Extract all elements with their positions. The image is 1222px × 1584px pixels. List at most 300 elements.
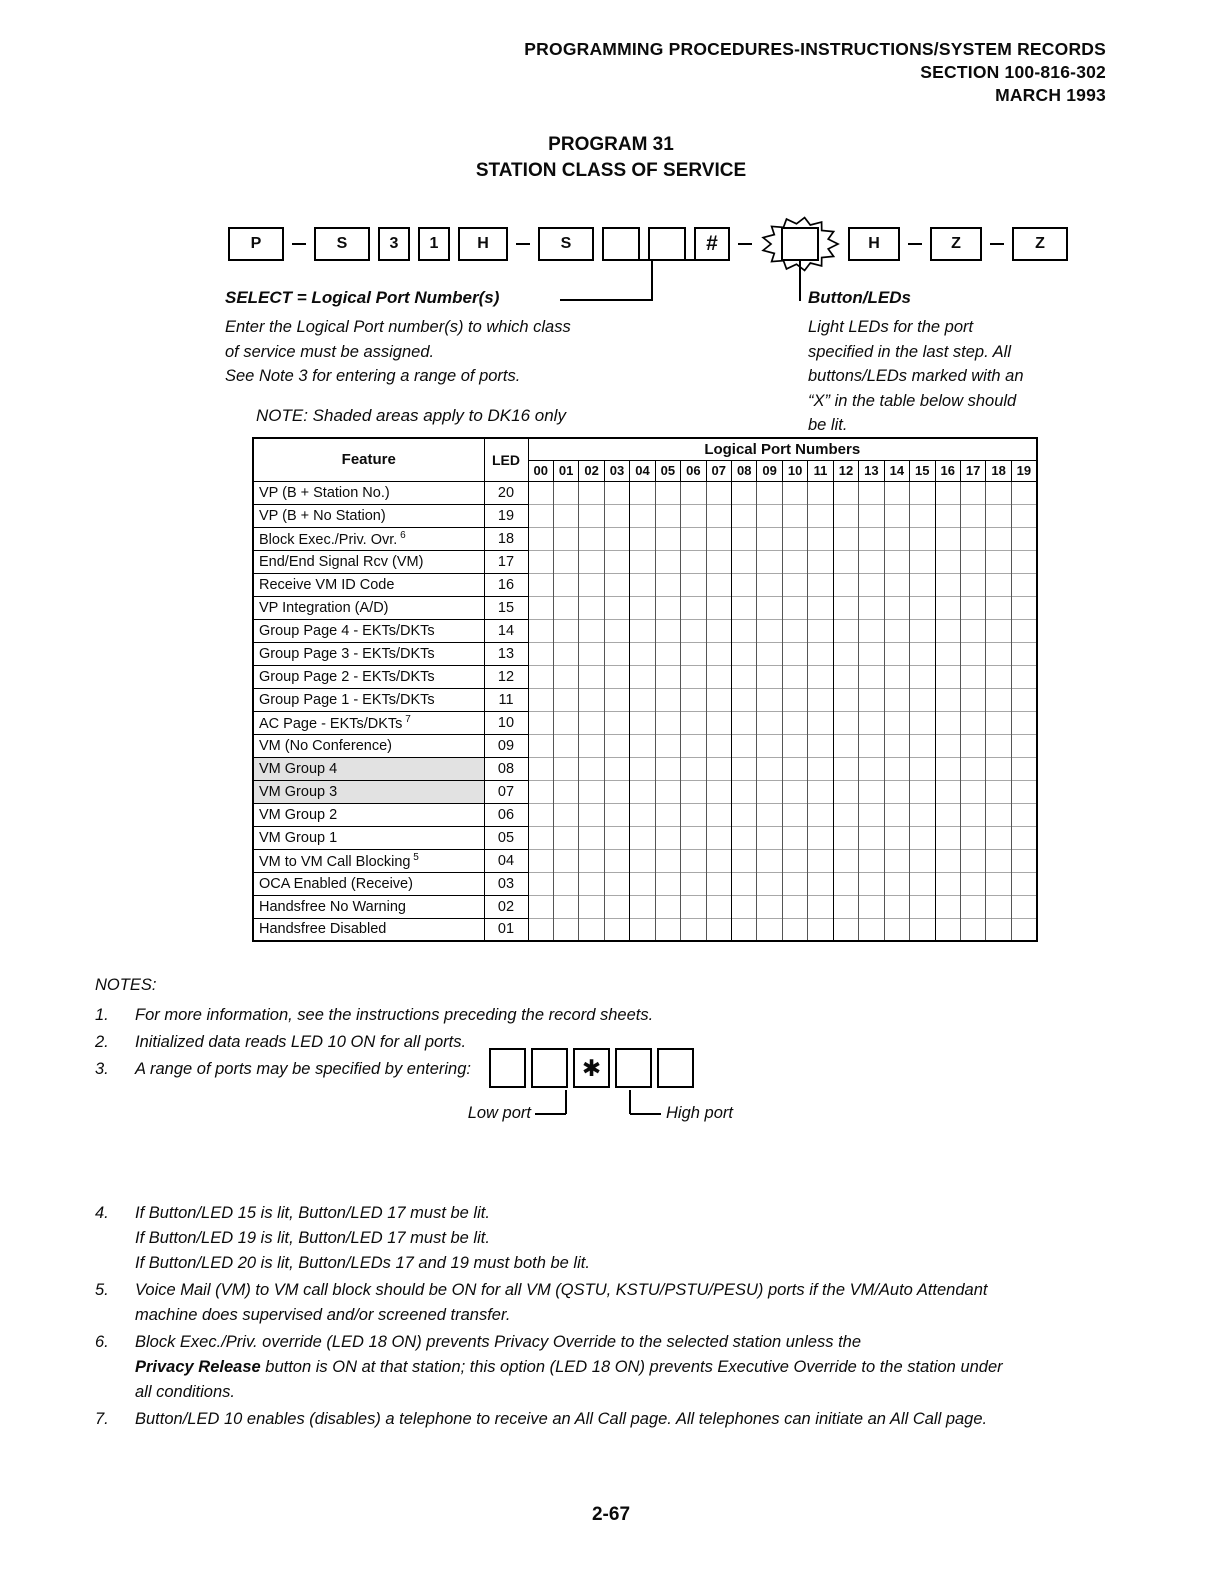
- port-entry-cell: [782, 504, 807, 527]
- port-entry-cell: [553, 849, 578, 872]
- led-number: 04: [484, 849, 528, 872]
- port-entry-cell: [910, 596, 935, 619]
- key-box-s: S: [538, 227, 594, 261]
- port-entry-cell: [757, 872, 782, 895]
- feature-name: End/End Signal Rcv (VM): [253, 550, 484, 573]
- port-entry-cell: [553, 665, 578, 688]
- note-number: 5.: [95, 1281, 109, 1299]
- port-entry-cell: [935, 803, 960, 826]
- port-entry-cell: [681, 481, 706, 504]
- port-entry-cell: [833, 711, 858, 734]
- port-entry-cell: [935, 711, 960, 734]
- port-entry-cell: [579, 872, 604, 895]
- port-entry-cell: [681, 504, 706, 527]
- port-entry-cell: [732, 596, 757, 619]
- port-entry-cell: [655, 619, 680, 642]
- port-entry-cell: [732, 849, 757, 872]
- port-entry-cell: [884, 711, 909, 734]
- port-entry-cell: [986, 780, 1011, 803]
- port-entry-cell: [986, 918, 1011, 941]
- port-entry-cell: [960, 481, 985, 504]
- port-entry-cell: [732, 711, 757, 734]
- port-entry-cell: [833, 895, 858, 918]
- port-entry-cell: [604, 481, 629, 504]
- port-entry-cell: [935, 849, 960, 872]
- low-port-label: Low port: [467, 1104, 531, 1122]
- port-entry-cell: [757, 711, 782, 734]
- port-entry-cell: [935, 757, 960, 780]
- port-entry-cell: [757, 803, 782, 826]
- port-entry-cell: [1011, 872, 1037, 895]
- port-entry-cell: [706, 872, 731, 895]
- port-entry-cell: [859, 573, 884, 596]
- note-text: Initialized data reads LED 10 ON for all ports.: [135, 1033, 467, 1051]
- port-entry-cell: [732, 918, 757, 941]
- port-entry-cell: [833, 619, 858, 642]
- port-column-header: 08: [732, 460, 757, 481]
- port-entry-cell: [833, 504, 858, 527]
- port-entry-cell: [859, 849, 884, 872]
- select-callout-title: SELECT = Logical Port Number(s): [225, 288, 500, 307]
- port-entry-cell: [986, 895, 1011, 918]
- port-entry-cell: [782, 918, 807, 941]
- low-port-connector-vertical: [565, 1090, 567, 1114]
- port-entry-cell: [630, 573, 655, 596]
- port-entry-cell: [579, 688, 604, 711]
- port-entry-cell: [1011, 481, 1037, 504]
- port-entry-cell: [553, 688, 578, 711]
- port-entry-cell: [782, 665, 807, 688]
- port-entry-cell: [579, 757, 604, 780]
- port-entry-cell: [1011, 780, 1037, 803]
- port-entry-cell: [859, 504, 884, 527]
- port-entry-cell: [782, 688, 807, 711]
- port-entry-cell: [986, 757, 1011, 780]
- note-text: For more information, see the instructions preceding the record sheets.: [135, 1006, 654, 1024]
- note-item: [95, 1003, 1143, 1028]
- port-entry-cell: [808, 895, 833, 918]
- port-entry-cell: [681, 803, 706, 826]
- port-entry-cell: [935, 619, 960, 642]
- dash-separator: [292, 243, 306, 245]
- feature-row: [253, 711, 1037, 734]
- port-entry-cell: [528, 596, 553, 619]
- port-entry-cell: [910, 780, 935, 803]
- port-column-header: 07: [706, 460, 731, 481]
- feature-name: VM Group 4: [253, 757, 484, 780]
- low-port-box-1: [489, 1048, 526, 1088]
- port-entry-cell: [604, 642, 629, 665]
- port-entry-cell: [884, 849, 909, 872]
- port-entry-cell: [732, 665, 757, 688]
- port-entry-cell: [681, 665, 706, 688]
- port-entry-cell: [528, 550, 553, 573]
- port-entry-cell: [960, 550, 985, 573]
- notes-heading: NOTES:: [95, 976, 157, 994]
- port-entry-cell: [935, 550, 960, 573]
- port-entry-cell: [859, 596, 884, 619]
- note-text: Block Exec./Priv. override (LED 18 ON) prevents Privacy Override to the selected station unless the Privacy Release button is ON at that station; this option (LED 18 ON) prevents Executive Override to the station under all conditions.: [135, 1333, 1003, 1401]
- port-entry-cell: [935, 481, 960, 504]
- port-entry-cell: [859, 665, 884, 688]
- page-number: 2-67: [591, 1504, 631, 1525]
- port-entry-cell: [859, 757, 884, 780]
- port-entry-cell: [553, 642, 578, 665]
- port-entry-cell: [681, 711, 706, 734]
- port-entry-cell: [706, 550, 731, 573]
- header-line-3: MARCH 1993: [995, 85, 1106, 105]
- port-entry-cell: [732, 573, 757, 596]
- feature-name: VM Group 1: [253, 826, 484, 849]
- port-entry-cell: [604, 895, 629, 918]
- port-entry-cell: [986, 872, 1011, 895]
- port-entry-cell: [553, 596, 578, 619]
- high-port-box-1: [615, 1048, 652, 1088]
- port-entry-cell: [1011, 734, 1037, 757]
- port-entry-cell: [528, 711, 553, 734]
- port-entry-cell: [706, 596, 731, 619]
- port-range-diagram: [467, 1048, 733, 1142]
- port-entry-cell: [884, 550, 909, 573]
- low-port-box-2: [531, 1048, 568, 1088]
- feature-row: [253, 849, 1037, 872]
- port-entry-cell: [630, 596, 655, 619]
- port-entry-cell: [579, 665, 604, 688]
- led-number: 11: [484, 688, 528, 711]
- port-entry-cell: [528, 665, 553, 688]
- note-item: [95, 1054, 1143, 1199]
- button-leds-line: buttons/LEDs marked with an: [808, 367, 1024, 385]
- port-entry-cell: [782, 619, 807, 642]
- high-port-label: High port: [666, 1104, 733, 1122]
- port-entry-cell: [884, 734, 909, 757]
- port-entry-cell: [960, 619, 985, 642]
- port-entry-cell: [833, 780, 858, 803]
- port-entry-cell: [604, 504, 629, 527]
- port-entry-cell: [833, 665, 858, 688]
- port-entry-cell: [655, 573, 680, 596]
- port-entry-cell: [884, 757, 909, 780]
- port-entry-cell: [655, 803, 680, 826]
- port-column-header: 14: [884, 460, 909, 481]
- port-entry-cell: [681, 780, 706, 803]
- port-entry-cell: [859, 642, 884, 665]
- port-entry-cell: [528, 826, 553, 849]
- port-entry-cell: [630, 688, 655, 711]
- port-entry-cell: [910, 504, 935, 527]
- led-number: 09: [484, 734, 528, 757]
- port-entry-cell: [681, 619, 706, 642]
- port-entry-cell: [808, 642, 833, 665]
- port-entry-cell: [528, 527, 553, 550]
- port-entry-cell: [655, 642, 680, 665]
- port-entry-cell: [1011, 642, 1037, 665]
- port-entry-cell: [884, 619, 909, 642]
- port-entry-cell: [833, 849, 858, 872]
- port-entry-cell: [528, 504, 553, 527]
- feature-name: Group Page 4 - EKTs/DKTs: [253, 619, 484, 642]
- port-entry-cell: [833, 872, 858, 895]
- feature-name: VM Group 2: [253, 803, 484, 826]
- port-entry-cell: [910, 573, 935, 596]
- port-entry-cell: [859, 734, 884, 757]
- led-number: 10: [484, 711, 528, 734]
- port-entry-cell: [935, 596, 960, 619]
- port-entry-cell: [884, 573, 909, 596]
- port-entry-cell: [1011, 550, 1037, 573]
- port-column-header: 10: [782, 460, 807, 481]
- port-entry-cell: [1011, 504, 1037, 527]
- port-entry-cell: [681, 918, 706, 941]
- port-entry-cell: [630, 665, 655, 688]
- port-entry-cell: [579, 527, 604, 550]
- port-entry-cell: [681, 550, 706, 573]
- port-entry-cell: [732, 895, 757, 918]
- feature-name: AC Page - EKTs/DKTs $^7$: [253, 711, 484, 734]
- key-box-p: P: [228, 227, 284, 261]
- port-entry-cell: [910, 527, 935, 550]
- range-boxes-row: [489, 1048, 709, 1088]
- note-item: [95, 1201, 1143, 1276]
- port-column-header: 11: [808, 460, 833, 481]
- port-entry-cell: [833, 734, 858, 757]
- high-port-connector-horizontal: [630, 1113, 661, 1115]
- port-entry-cell: [833, 803, 858, 826]
- port-entry-cell: [757, 619, 782, 642]
- port-column-header: 13: [859, 460, 884, 481]
- port-column-header: 05: [655, 460, 680, 481]
- port-entry-cell: [910, 711, 935, 734]
- feature-row: [253, 619, 1037, 642]
- port-entry-cell: [782, 527, 807, 550]
- key-box-z: Z: [930, 227, 982, 261]
- port-entry-cell: [579, 918, 604, 941]
- port-entry-cell: [986, 688, 1011, 711]
- port-entry-cell: [1011, 826, 1037, 849]
- port-entry-cell: [960, 665, 985, 688]
- port-entry-cell: [910, 826, 935, 849]
- port-entry-cell: [579, 734, 604, 757]
- port-entry-cell: [579, 780, 604, 803]
- port-entry-cell: [630, 527, 655, 550]
- port-entry-cell: [706, 619, 731, 642]
- star-key-box: ✱: [573, 1048, 610, 1088]
- port-entry-cell: [757, 527, 782, 550]
- port-entry-cell: [986, 826, 1011, 849]
- port-entry-cell: [757, 481, 782, 504]
- port-entry-cell: [528, 803, 553, 826]
- port-entry-cell: [833, 688, 858, 711]
- port-entry-cell: [986, 711, 1011, 734]
- port-entry-cell: [960, 757, 985, 780]
- port-entry-cell: [859, 895, 884, 918]
- port-entry-cell: [553, 780, 578, 803]
- port-entry-cell: [528, 573, 553, 596]
- port-entry-cell: [986, 619, 1011, 642]
- port-entry-cell: [960, 780, 985, 803]
- feature-row: [253, 780, 1037, 803]
- port-entry-cell: [859, 826, 884, 849]
- port-entry-cell: [884, 527, 909, 550]
- port-entry-cell: [655, 711, 680, 734]
- port-entry-cell: [553, 895, 578, 918]
- port-entry-cell: [706, 481, 731, 504]
- button-leds-line: be lit.: [808, 416, 848, 434]
- select-callout-line: See Note 3 for entering a range of ports.: [225, 367, 521, 385]
- port-entry-cell: [553, 481, 578, 504]
- feature-row: [253, 481, 1037, 504]
- button-leds-callout: [808, 288, 1088, 438]
- port-entry-cell: [986, 642, 1011, 665]
- port-entry-cell: [960, 688, 985, 711]
- port-entry-cell: [859, 688, 884, 711]
- port-entry-cell: [630, 872, 655, 895]
- port-entry-cell: [706, 711, 731, 734]
- note-number: 1.: [95, 1006, 109, 1024]
- note-text: Voice Mail (VM) to VM call block should be ON for all VM (QSTU, KSTU/PSTU/PESU) ports if the VM/Auto Attendant machine does supervised and/or screened transfer.: [135, 1281, 988, 1324]
- select-callout-line: of service must be assigned.: [225, 342, 435, 361]
- port-entry-cell: [859, 619, 884, 642]
- port-entry-cell: [808, 527, 833, 550]
- feature-name: Group Page 2 - EKTs/DKTs: [253, 665, 484, 688]
- port-entry-cell: [579, 596, 604, 619]
- port-entry-cell: [910, 734, 935, 757]
- port-entry-cell: [732, 757, 757, 780]
- led-number: 08: [484, 757, 528, 780]
- port-entry-cell: [757, 757, 782, 780]
- port-entry-cell: [604, 596, 629, 619]
- port-entry-cell: [757, 642, 782, 665]
- feature-row: [253, 596, 1037, 619]
- dash-separator: [516, 243, 530, 245]
- port-entry-cell: [935, 642, 960, 665]
- port-entry-cell: [604, 780, 629, 803]
- led-number: 15: [484, 596, 528, 619]
- port-entry-cell: [681, 757, 706, 780]
- port-entry-cell: [782, 803, 807, 826]
- port-entry-cell: [1011, 573, 1037, 596]
- port-entry-cell: [808, 665, 833, 688]
- key-box-1: 1: [418, 227, 450, 261]
- port-entry-cell: [579, 619, 604, 642]
- port-entry-cell: [884, 688, 909, 711]
- note-number: 4.: [95, 1204, 109, 1222]
- port-entry-cell: [833, 596, 858, 619]
- key-box-h: H: [848, 227, 900, 261]
- port-entry-cell: [910, 619, 935, 642]
- port-entry-cell: [553, 504, 578, 527]
- port-entry-cell: [986, 573, 1011, 596]
- port-entry-cell: [884, 596, 909, 619]
- port-entry-cell: [681, 527, 706, 550]
- shaded-areas-note: NOTE: Shaded areas apply to DK16 only: [256, 406, 566, 425]
- port-entry-cell: [833, 527, 858, 550]
- port-entry-cell: [604, 665, 629, 688]
- port-entry-cell: [910, 550, 935, 573]
- port-entry-cell: [960, 803, 985, 826]
- port-entry-cell: [604, 803, 629, 826]
- port-entry-cell: [681, 849, 706, 872]
- port-entry-cell: [604, 711, 629, 734]
- port-entry-cell: [553, 619, 578, 642]
- port-entry-cell: [1011, 619, 1037, 642]
- note-number: 7.: [95, 1410, 109, 1428]
- port-entry-cell: [630, 849, 655, 872]
- port-entry-cell: [604, 826, 629, 849]
- port-entry-cell: [782, 826, 807, 849]
- port-entry-cell: [782, 895, 807, 918]
- port-entry-cell: [553, 711, 578, 734]
- note-text: Button/LED 10 enables (disables) a telephone to receive an All Call page. All telephones can initiate an All Call page.: [135, 1410, 988, 1428]
- port-entry-cell: [732, 734, 757, 757]
- port-entry-cell: [910, 688, 935, 711]
- port-entry-cell: [655, 757, 680, 780]
- port-entry-cell: [757, 504, 782, 527]
- led-number: 02: [484, 895, 528, 918]
- port-column-header: 16: [935, 460, 960, 481]
- led-number: 19: [484, 504, 528, 527]
- port-entry-cell: [884, 642, 909, 665]
- port-entry-cell: [935, 573, 960, 596]
- port-column-header: 17: [960, 460, 985, 481]
- port-entry-cell: [782, 849, 807, 872]
- notes-list: [95, 1003, 1143, 1432]
- feature-row: [253, 895, 1037, 918]
- port-entry-cell: [681, 872, 706, 895]
- port-entry-cell: [859, 780, 884, 803]
- port-entry-cell: [630, 481, 655, 504]
- port-entry-cell: [960, 734, 985, 757]
- button-led-entry-box: [781, 227, 819, 261]
- port-entry-cell: [782, 596, 807, 619]
- port-entry-cell: [808, 734, 833, 757]
- port-entry-cell: [655, 665, 680, 688]
- note-item: [95, 1330, 1143, 1405]
- feature-name: VP Integration (A/D): [253, 596, 484, 619]
- port-entry-cell: [757, 688, 782, 711]
- port-entry-cell: [1011, 688, 1037, 711]
- port-entry-cell: [935, 527, 960, 550]
- port-column-header: 18: [986, 460, 1011, 481]
- led-number: 13: [484, 642, 528, 665]
- port-entry-cell: [655, 596, 680, 619]
- port-column-header: 09: [757, 460, 782, 481]
- port-column-header: 19: [1011, 460, 1037, 481]
- port-entry-cell: [706, 826, 731, 849]
- port-entry-cell: [528, 895, 553, 918]
- port-entry-cell: [706, 918, 731, 941]
- port-entry-cell: [528, 734, 553, 757]
- port-entry-cell: [859, 872, 884, 895]
- port-entry-cell: [553, 872, 578, 895]
- port-entry-cell: [706, 803, 731, 826]
- port-entry-cell: [757, 734, 782, 757]
- port-entry-cell: [528, 757, 553, 780]
- port-entry-cell: [706, 573, 731, 596]
- program-title: [0, 132, 1222, 184]
- port-entry-cell: [655, 895, 680, 918]
- port-entry-cell: [655, 826, 680, 849]
- port-entry-cell: [630, 734, 655, 757]
- port-entry-cell: [732, 527, 757, 550]
- note-text: A range of ports may be specified by entering:: [135, 1060, 471, 1078]
- port-entry-cell: [579, 642, 604, 665]
- port-entry-cell: [960, 826, 985, 849]
- port-entry-cell: [910, 895, 935, 918]
- port-entry-cell: [935, 665, 960, 688]
- port-entry-cell: [884, 803, 909, 826]
- port-entry-cell: [732, 642, 757, 665]
